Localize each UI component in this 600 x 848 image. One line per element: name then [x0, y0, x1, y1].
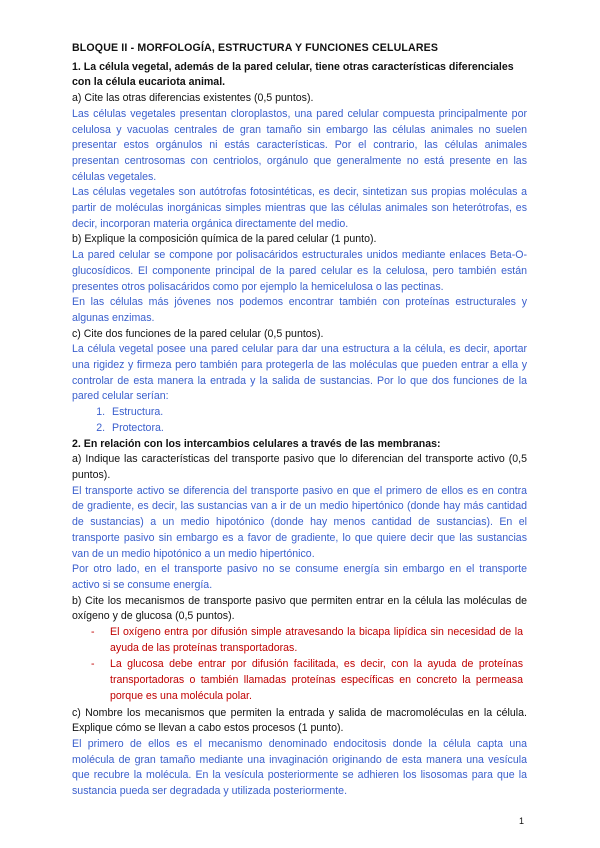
list-item-text: El oxígeno entra por difusión simple atravesando la bicapa lipídica sin necesidad de la ayuda de las proteínas transportadoras.	[110, 626, 523, 654]
question-2c: c) Nombre los mecanismos que permiten la entrada y salida de macromoléculas en la célula. Explique cómo se llevan a cabo estos procesos (1 punto).	[72, 706, 527, 735]
block-title: BLOQUE II - MORFOLOGÍA, ESTRUCTURA Y FUNCIONES CELULARES	[72, 42, 439, 54]
question-2-heading: 2. En relación con los intercambios celulares a través de las membranas:	[72, 437, 441, 450]
question-2b: b) Cite los mecanismos de transporte pasivo que permiten entrar en la célula las moléculas de oxígeno y de glucosa (0,5 puntos).	[72, 594, 527, 623]
answer-1b-paragraph-2: En las células más jóvenes nos podemos encontrar también con proteínas estructurales y algunas enzimas.	[72, 296, 527, 324]
answer-1b-paragraph-1: La pared celular se compone por polisacáridos estructurales unidos mediante enlaces Beta-O-glucosídicos. El componente principal de la pared celular es la celulosa, pero también están presentes otros polisacáridos como por ejemplo la hemicelulosa o las pectinas.	[72, 249, 527, 293]
dash-bullet: -	[91, 626, 95, 639]
dash-bullet: -	[91, 658, 95, 671]
list-item	[72, 625, 527, 656]
question-1c: c) Cite dos funciones de la pared celular (0,5 puntos).	[72, 327, 324, 340]
question-1-heading: 1. La célula vegetal, además de la pared celular, tiene otras características diferenciales con la célula eucariota animal.	[72, 60, 514, 89]
list-item	[72, 657, 527, 704]
document-page	[72, 41, 527, 800]
list-item: 1. Estructura.	[108, 405, 527, 421]
list-item-text: La glucosa debe entrar por difusión facilitada, es decir, con la ayuda de proteínas transportadoras o también llamadas proteínas específicas en concreto la permeasa porque es una molécula polar.	[110, 658, 523, 702]
answer-1c: La célula vegetal posee una pared celular para dar una estructura a la célula, es decir, aportar una rigidez y firmeza pero también para protegerla de las moléculas que pueden entrar a ella y controlar de esta manera la entrada y la salida de sustancias. Por lo que dos funciones de la pared celular serían:	[72, 343, 527, 403]
answer-2a-paragraph-2: Por otro lado, en el transporte pasivo no se consume energía sin embargo en el transporte activo si se consume energía.	[72, 563, 527, 591]
answer-1a-paragraph-1: Las células vegetales presentan cloroplastos, una pared celular compuesta principalmente por celulosa y vacuolas centrales de gran tamaño sin embargo las células animales no suelen presentar estos orgánulos ni estás características. Por el contrario, las células animales presentan centrosomas con centriolos, orgánulo que generalmente no está presente en las células vegetales.	[72, 107, 527, 183]
answer-2a-paragraph-1: El transporte activo se diferencia del transporte pasivo en que el primero de ellos es en contra de gradiente, es decir, las sustancias van a ir de un medio hipertónico (donde hay más cantidad de sustancias) a un medio hipotónico (donde hay menos cantidad de sustancias). En el transporte pasivo sin embargo es a favor de gradiente, lo que quiere decir que las sustancias van de un medio hipotónico a un medio hipertónico.	[72, 484, 527, 560]
page-number: 1	[518, 816, 524, 826]
question-2a: a) Indique las características del transporte pasivo que lo diferencian del transporte activo (0,5 puntos).	[72, 453, 527, 481]
question-1a: a) Cite las otras diferencias existentes (0,5 puntos).	[72, 92, 314, 105]
answer-2c: El primero de ellos es el mecanismo denominado endocitosis donde la célula capta una molécula de gran tamaño mediante una invaginación originando de esta manera una vesícula que recubre la molécula. En la vesícula posteriormente se adhieren los lisosomas para que la sustancia pueda ser degradada y utilizada posteriormente.	[72, 737, 527, 798]
question-1b: b) Explique la composición química de la pared celular (1 punto).	[72, 233, 377, 246]
transport-mechanisms-list	[72, 625, 527, 705]
answer-1a-paragraph-2: Las células vegetales son autótrofas fotosintéticas, es decir, sintetizan sus propias moléculas a partir de moléculas inorgánicas simples mientras que las células animales son heterótrofas, es decir, incorporan materia orgánica directamente del medio.	[72, 186, 527, 230]
functions-list	[72, 405, 527, 436]
list-item: 2. Protectora.	[108, 421, 527, 437]
